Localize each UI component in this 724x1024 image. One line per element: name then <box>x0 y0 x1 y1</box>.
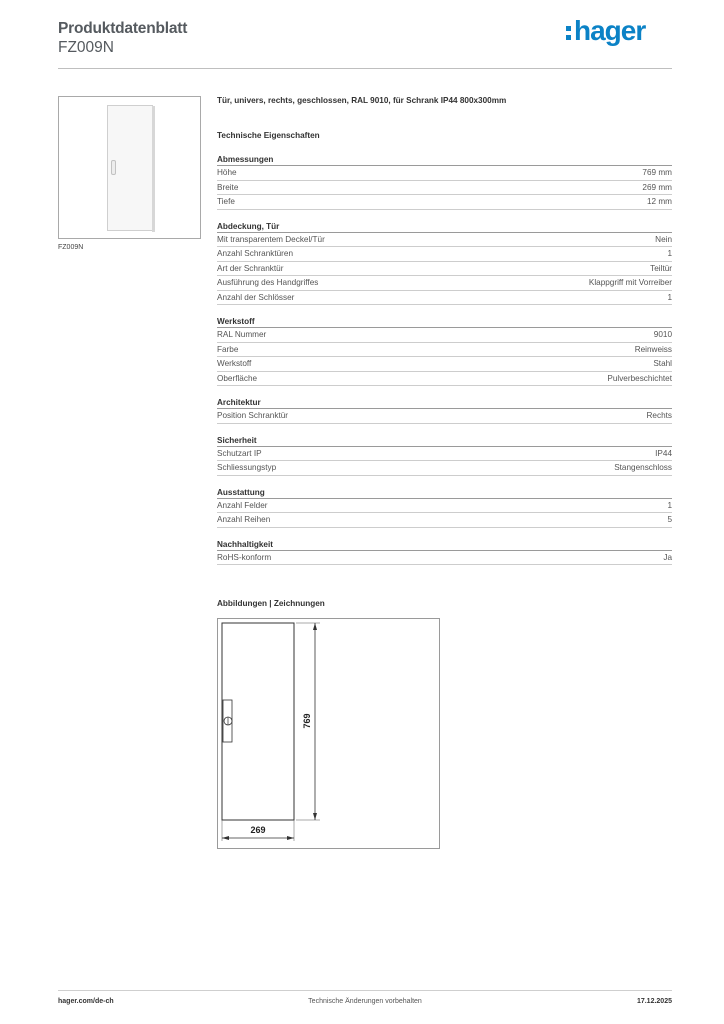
spec-value: 9010 <box>653 330 672 340</box>
spec-section <box>217 155 672 210</box>
spec-value: Rechts <box>646 411 672 421</box>
spec-value: Nein <box>655 234 672 244</box>
logo-dots-icon <box>566 26 571 40</box>
spec-label: Position Schranktür <box>217 411 288 421</box>
spec-section <box>217 222 672 306</box>
spec-label: Anzahl Reihen <box>217 515 271 525</box>
spec-row <box>217 357 672 372</box>
section-title: Abmessungen <box>217 155 672 166</box>
height-label: 769 <box>302 713 312 729</box>
spec-label: Höhe <box>217 168 237 178</box>
spec-label: Anzahl der Schlösser <box>217 292 295 302</box>
spec-label: Oberfläche <box>217 373 258 383</box>
spec-row <box>217 276 672 291</box>
hager-logo <box>566 14 645 48</box>
width-label: 269 <box>250 825 266 835</box>
spec-value: IP44 <box>655 448 672 458</box>
width-arrow-right <box>287 836 294 840</box>
spec-row <box>217 195 672 210</box>
header-divider <box>58 68 672 69</box>
spec-section <box>217 540 672 566</box>
product-code: FZ009N <box>58 39 114 56</box>
spec-value: 769 mm <box>642 168 672 178</box>
spec-value: Ja <box>663 552 672 562</box>
door-image <box>107 105 153 231</box>
spec-value: Klappgriff mit Vorreiber <box>588 278 672 288</box>
footer-disclaimer: Technische Änderungen vorbehalten <box>308 998 422 1005</box>
spec-row <box>217 343 672 358</box>
width-arrow-left <box>222 836 229 840</box>
section-title: Nachhaltigkeit <box>217 540 672 551</box>
spec-section <box>217 398 672 424</box>
section-title: Ausstattung <box>217 488 672 499</box>
door-outline <box>222 623 294 820</box>
spec-value: 269 mm <box>642 182 672 192</box>
section-title: Sicherheit <box>217 436 672 447</box>
header <box>58 20 187 57</box>
spec-value: Pulverbeschichtet <box>607 373 672 383</box>
spec-value: Stahl <box>653 359 672 369</box>
spec-row <box>217 166 672 181</box>
footer-website-link[interactable]: hager.com/de-ch <box>58 998 114 1005</box>
section-title: Werkstoff <box>217 317 672 328</box>
spec-row <box>217 409 672 424</box>
spec-value: 1 <box>667 249 672 259</box>
spec-row <box>217 551 672 566</box>
spec-label: Anzahl Felder <box>217 500 268 510</box>
spec-row <box>217 291 672 306</box>
spec-label: Werkstoff <box>217 359 252 369</box>
spec-label: Farbe <box>217 344 239 354</box>
footer-divider <box>58 990 672 991</box>
spec-section <box>217 436 672 476</box>
thumbnail-caption: FZ009N <box>58 244 84 251</box>
spec-label: Art der Schranktür <box>217 263 284 273</box>
product-description: Tür, univers, rechts, geschlossen, RAL 9010, für Schrank IP44 800x300mm <box>217 96 507 105</box>
product-details <box>217 96 672 565</box>
spec-row <box>217 447 672 462</box>
spec-row <box>217 328 672 343</box>
drawing-title: Abbildungen | Zeichnungen <box>217 599 325 608</box>
spec-label: Schliessungstyp <box>217 463 277 473</box>
spec-row <box>217 262 672 277</box>
footer-date: 17.12.2025 <box>636 998 672 1005</box>
spec-value: Teiltür <box>650 263 672 273</box>
spec-sections <box>217 155 672 565</box>
spec-section <box>217 317 672 386</box>
document-title: Produktdatenblatt <box>58 20 188 37</box>
spec-label: Schutzart IP <box>217 448 262 458</box>
spec-label: RoHS-konform <box>217 552 272 562</box>
spec-value: 5 <box>667 515 672 525</box>
logo-text: hager <box>574 15 646 46</box>
spec-label: Tiefe <box>217 197 235 207</box>
door-handle-icon <box>111 160 116 175</box>
spec-label: Breite <box>217 182 239 192</box>
section-title: Architektur <box>217 398 672 409</box>
spec-label: Mit transparentem Deckel/Tür <box>217 234 325 244</box>
product-thumbnail <box>58 96 201 239</box>
spec-row <box>217 372 672 387</box>
spec-row <box>217 233 672 248</box>
spec-label: Anzahl Schranktüren <box>217 249 294 259</box>
spec-row <box>217 247 672 262</box>
tech-properties-heading: Technische Eigenschaften <box>217 131 320 140</box>
spec-section <box>217 488 672 528</box>
door-drawing-svg <box>218 619 439 848</box>
spec-row <box>217 499 672 514</box>
spec-label: RAL Nummer <box>217 330 267 340</box>
spec-row <box>217 461 672 476</box>
spec-value: 12 mm <box>646 197 672 207</box>
spec-value: Reinweiss <box>634 344 672 354</box>
height-arrow-top <box>313 623 317 630</box>
spec-row <box>217 181 672 196</box>
technical-drawing <box>217 618 440 849</box>
section-title: Abdeckung, Tür <box>217 222 672 233</box>
spec-value: 1 <box>667 500 672 510</box>
spec-value: 1 <box>667 292 672 302</box>
spec-label: Ausführung des Handgriffes <box>217 278 319 288</box>
height-arrow-bottom <box>313 813 317 820</box>
spec-row <box>217 513 672 528</box>
spec-value: Stangenschloss <box>614 463 672 473</box>
